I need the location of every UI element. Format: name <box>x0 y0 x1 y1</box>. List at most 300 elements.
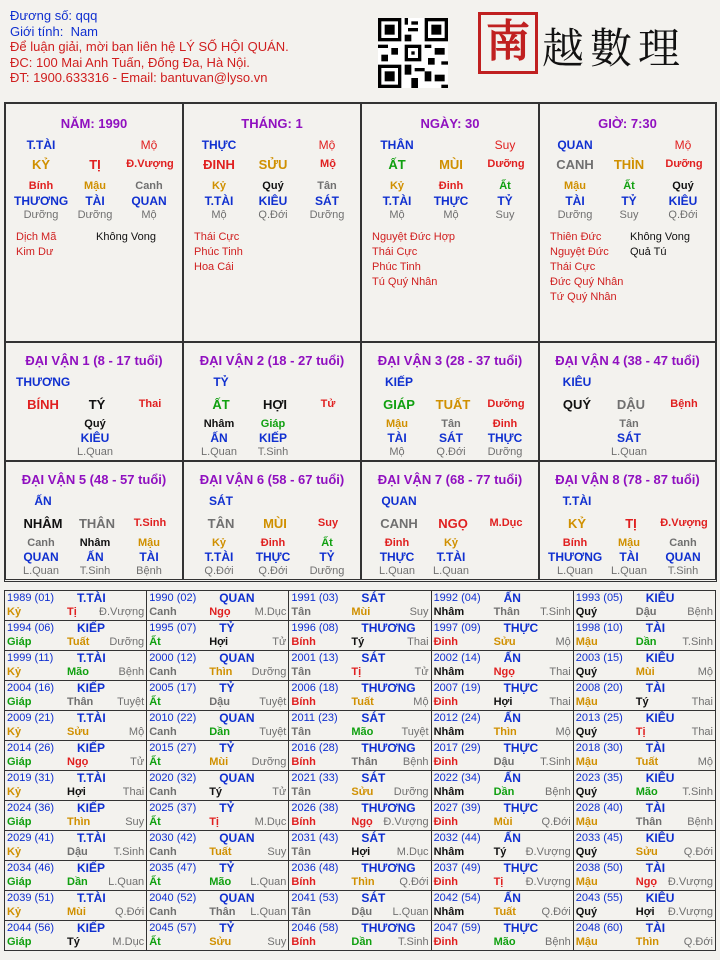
annual-cell <box>147 621 289 651</box>
annual-stem: Ất <box>149 876 161 888</box>
annual-luck-table <box>4 590 716 951</box>
hidden-stem-god: THƯƠNG <box>548 550 603 564</box>
annual-stem: Mậu <box>575 696 598 708</box>
annual-phase: Dưỡng <box>109 636 145 648</box>
annual-cell <box>573 651 715 681</box>
hidden-stem: Mậu <box>84 180 106 192</box>
annual-branch: Tý <box>209 786 223 798</box>
hidden-stem: Giáp <box>260 418 286 430</box>
dai-van-branch: THÂN <box>78 516 116 531</box>
annual-year: 2019 (31) <box>7 772 55 784</box>
annual-cell <box>5 831 147 861</box>
dai-van-stem: ẤT <box>212 397 230 412</box>
annual-cell <box>5 771 147 801</box>
annual-cell-content <box>147 621 288 650</box>
annual-cell-content <box>5 741 146 770</box>
pillar-branch: MÙI <box>439 157 463 172</box>
annual-god: TÀI <box>645 681 666 695</box>
annual-stem: Kỷ <box>7 906 22 918</box>
pillar-title: NGÀY: 30 <box>420 116 480 131</box>
dai-van-8 <box>539 461 716 580</box>
dai-van-god: KIẾP <box>384 375 413 389</box>
dai-van-1 <box>5 342 183 461</box>
annual-cell-content <box>5 651 146 680</box>
annual-stem: Ất <box>149 636 161 648</box>
annual-year: 1990 (02) <box>149 592 197 604</box>
hidden-stem: Mậu <box>138 537 160 549</box>
annual-god: ẤN <box>503 711 521 725</box>
annual-year: 2003 (15) <box>575 652 623 664</box>
dai-van-7 <box>361 461 539 580</box>
annual-phase: Thai <box>407 636 429 648</box>
annual-phase: Bệnh <box>402 756 429 768</box>
annual-cell <box>431 651 573 681</box>
dai-van-stem: TÂN <box>207 516 235 531</box>
hidden-stem-phase: L.Quan <box>76 446 114 458</box>
annual-phase: Q.Đới <box>541 906 571 918</box>
annual-year: 1998 (10) <box>575 622 623 634</box>
annual-cell-content <box>289 591 430 620</box>
star-left: Thái Cực <box>194 231 240 243</box>
annual-row <box>5 861 716 891</box>
hidden-stem-phase: Q.Đới <box>258 209 288 221</box>
hidden-stem-god: TỶ <box>621 194 637 208</box>
annual-phase: Dưỡng <box>251 666 287 678</box>
annual-phase: Thai <box>691 696 713 708</box>
annual-phase: Mộ <box>697 756 713 768</box>
annual-branch: Mùi <box>209 756 229 768</box>
annual-cell <box>5 711 147 741</box>
annual-god: TỶ <box>219 861 235 875</box>
dai-van-title: ĐẠI VẬN 2 (18 - 27 tuổi) <box>199 353 345 368</box>
annual-cell <box>5 621 147 651</box>
annual-year: 2022 (34) <box>433 772 481 784</box>
annual-branch: Hợi <box>67 786 86 798</box>
annual-phase: Tuyệt <box>259 696 287 708</box>
annual-year: 1997 (09) <box>433 622 481 634</box>
annual-stem: Nhâm <box>433 726 465 738</box>
annual-god: TÀI <box>645 861 666 875</box>
hidden-stem-phase: Dưỡng <box>557 209 593 221</box>
dai-van-stem: KỶ <box>567 516 587 531</box>
annual-god: SÁT <box>361 831 386 845</box>
annual-cell <box>289 801 431 831</box>
annual-cell <box>147 891 289 921</box>
annual-cell-content <box>147 831 288 860</box>
hidden-stem: Tân <box>619 418 639 430</box>
annual-cell <box>147 681 289 711</box>
annual-cell-content <box>432 921 573 950</box>
annual-cell <box>5 591 147 621</box>
pillar-branch-phase: Dưỡng <box>487 158 525 170</box>
annual-god: THƯƠNG <box>361 861 416 875</box>
annual-phase: Tử <box>272 786 287 798</box>
dai-van-phase: Đ.Vượng <box>660 517 708 529</box>
annual-stem: Nhâm <box>433 786 465 798</box>
annual-phase: Suy <box>267 936 287 948</box>
annual-stem: Quý <box>575 786 598 798</box>
annual-row <box>5 711 716 741</box>
annual-cell <box>147 591 289 621</box>
annual-cell <box>147 921 289 951</box>
annual-branch: Tuất <box>493 906 516 918</box>
annual-year: 1993 (05) <box>575 592 623 604</box>
annual-god: ẤN <box>503 831 521 845</box>
pillar-stem-phase: Suy <box>494 138 516 152</box>
annual-god: TỶ <box>219 681 235 695</box>
annual-stem: Ất <box>149 756 161 768</box>
annual-phase: Tử <box>130 756 145 768</box>
annual-phase: L.Quan <box>392 906 429 918</box>
annual-cell-content <box>147 771 288 800</box>
annual-phase: T.Sinh <box>540 756 571 768</box>
dai-van-phase: Suy <box>317 517 339 529</box>
annual-phase: Thai <box>122 786 145 798</box>
star-left: Hoa Cái <box>194 261 234 273</box>
annual-year: 2005 (17) <box>149 682 197 694</box>
annual-year: 2041 (53) <box>291 892 339 904</box>
pillar-2 <box>183 103 361 342</box>
dai-van-god: ẤN <box>34 494 52 508</box>
annual-god: QUAN <box>219 771 255 785</box>
annual-stem: Giáp <box>7 756 32 768</box>
annual-cell-content <box>574 741 715 770</box>
annual-row <box>5 591 716 621</box>
annual-branch: Mùi <box>635 666 655 678</box>
annual-phase: Bệnh <box>687 816 713 828</box>
annual-cell-content <box>289 831 430 860</box>
dai-van-stem: BÍNH <box>27 397 59 412</box>
annual-stem: Tân <box>291 786 311 798</box>
hidden-stem-phase: Q.Đới <box>668 209 698 221</box>
annual-branch: Tị <box>493 876 504 888</box>
star-left: Thái Cực <box>550 261 596 273</box>
annual-year: 2042 (54) <box>433 892 481 904</box>
hidden-stem: Ất <box>321 537 333 549</box>
hidden-stem-phase: L.Quan <box>22 565 60 577</box>
star-left: Phúc Tinh <box>194 246 243 258</box>
annual-god: T.TÀI <box>77 771 106 785</box>
annual-branch: Thân <box>209 906 236 918</box>
hidden-stem-phase: Dưỡng <box>487 446 523 458</box>
annual-year: 2028 (40) <box>575 802 623 814</box>
hidden-stem-phase: Mộ <box>389 209 405 221</box>
annual-phase: Dưỡng <box>393 786 429 798</box>
annual-branch: Ngọ <box>351 816 373 828</box>
annual-year: 2024 (36) <box>7 802 55 814</box>
annual-god: THỰC <box>503 861 539 875</box>
annual-branch: Hợi <box>635 906 655 918</box>
hidden-stem-phase: Q.Đới <box>436 446 466 458</box>
dai-van-stem: NHÂM <box>23 516 63 531</box>
annual-cell-content <box>289 921 430 950</box>
annual-branch: Dần <box>67 876 88 888</box>
annual-cell-content <box>432 861 573 890</box>
annual-phase: T.Sinh <box>540 606 571 618</box>
annual-year: 2044 (56) <box>7 922 55 934</box>
annual-god: THỰC <box>503 681 539 695</box>
annual-cell-content <box>289 801 430 830</box>
annual-stem: Quý <box>575 726 598 738</box>
annual-branch: Hợi <box>351 846 371 858</box>
gender <box>10 24 390 40</box>
annual-phase: Đ.Vượng <box>667 906 713 918</box>
hidden-stem-phase: L.Quan <box>610 446 648 458</box>
annual-god: TỶ <box>219 801 235 815</box>
pillar-branch-phase: Dưỡng <box>665 158 703 170</box>
annual-cell <box>431 921 573 951</box>
annual-branch: Mão <box>493 936 516 948</box>
annual-phase: Tuyệt <box>401 726 429 738</box>
annual-cell <box>431 681 573 711</box>
annual-god: THỰC <box>503 621 539 635</box>
dai-van-phase: Thai <box>138 398 162 410</box>
annual-cell <box>5 801 147 831</box>
annual-branch: Thân <box>635 816 663 828</box>
annual-branch: Mão <box>635 786 658 798</box>
annual-cell <box>147 771 289 801</box>
annual-god: KIÊU <box>645 771 675 785</box>
annual-phase: Suy <box>267 846 287 858</box>
hidden-stem-god: SÁT <box>439 431 463 445</box>
annual-stem: Đinh <box>433 756 459 768</box>
hidden-stem-god: THỰC <box>433 194 469 208</box>
annual-row <box>5 621 716 651</box>
dai-van-phase: Tử <box>320 398 336 410</box>
annual-year: 2007 (19) <box>433 682 481 694</box>
annual-cell <box>573 711 715 741</box>
star-left: Tứ Quý Nhân <box>550 291 617 303</box>
annual-cell <box>289 651 431 681</box>
phone-email-line: ĐT: 1900.633316 - Email: bantuvan@lyso.vn <box>10 70 268 85</box>
hidden-stem: Kỷ <box>211 180 227 192</box>
hidden-stem: Quý <box>672 180 694 192</box>
pillar-branch: TỊ <box>89 157 101 172</box>
dai-van-title: ĐẠI VẬN 7 (68 - 77 tuổi) <box>377 472 523 487</box>
hidden-stem-god: THỰC <box>255 550 291 564</box>
annual-phase: Thai <box>549 696 571 708</box>
annual-god: THỰC <box>503 921 539 935</box>
pillar-stem-god: T.TÀI <box>26 138 56 152</box>
annual-cell <box>573 621 715 651</box>
pillar-branch-phase: Mộ <box>320 158 336 170</box>
annual-god: KIẾP <box>77 621 106 635</box>
annual-year: 1999 (11) <box>7 652 54 664</box>
annual-phase: Tử <box>414 666 429 678</box>
hidden-stem-god: KIẾP <box>258 431 287 445</box>
annual-phase: T.Sinh <box>113 846 145 858</box>
annual-cell-content <box>5 591 146 620</box>
hidden-stem: Đinh <box>384 537 410 549</box>
annual-cell <box>147 741 289 771</box>
annual-cell <box>431 711 573 741</box>
annual-stem: Canh <box>149 906 177 918</box>
annual-cell-content <box>432 771 573 800</box>
hidden-stem-god: TÀI <box>85 194 105 208</box>
contact-line: Để luận giải, mời bạn liên hệ LÝ SỐ HỘI QUÁN. <box>10 39 289 54</box>
annual-cell-content <box>147 861 288 890</box>
annual-stem: Canh <box>149 846 177 858</box>
annual-cell-content <box>5 621 146 650</box>
hidden-stem-god: TỶ <box>497 194 513 208</box>
annual-stem: Bính <box>291 876 316 888</box>
gender-label: Giới tính: <box>10 23 64 39</box>
hidden-stem: Mậu <box>386 418 408 430</box>
annual-god: SÁT <box>361 891 386 905</box>
annual-cell <box>289 741 431 771</box>
hidden-stem-phase: Mộ <box>389 446 405 458</box>
hidden-stem: Tân <box>441 418 461 430</box>
annual-cell <box>573 861 715 891</box>
hidden-stem-god: T.TÀI <box>204 550 234 564</box>
hidden-stem-god: SÁT <box>617 431 641 445</box>
hidden-stem-god: SÁT <box>315 194 339 208</box>
annual-cell-content <box>147 921 288 950</box>
annual-stem: Giáp <box>7 636 32 648</box>
annual-cell-content <box>574 801 715 830</box>
annual-phase: Mộ <box>555 726 571 738</box>
annual-year: 2027 (39) <box>433 802 481 814</box>
annual-phase: L.Quan <box>250 906 287 918</box>
pillar-stem-god: THÂN <box>380 138 414 152</box>
annual-phase: Suy <box>125 816 145 828</box>
dai-van-6 <box>183 461 361 580</box>
annual-row <box>5 801 716 831</box>
annual-phase: Q.Đới <box>541 816 571 828</box>
annual-cell <box>431 801 573 831</box>
annual-stem: Mậu <box>575 756 598 768</box>
annual-branch: Dậu <box>67 846 88 858</box>
star-left: Thái Cực <box>372 246 418 258</box>
pillar-stem-phase: Mộ <box>318 138 336 152</box>
annual-year: 2010 (22) <box>149 712 197 724</box>
annual-god: QUAN <box>219 891 255 905</box>
annual-phase: Đ.Vượng <box>99 606 145 618</box>
hidden-stem: Bính <box>28 180 54 192</box>
hidden-stem: Ất <box>623 180 635 192</box>
pillar-branch-phase: Đ.Vượng <box>126 158 174 170</box>
star-right: Không Vong <box>96 231 156 243</box>
annual-stem: Nhâm <box>433 846 465 858</box>
dai-van-stem: QUÝ <box>562 397 592 412</box>
annual-god: KIẾP <box>77 861 106 875</box>
annual-phase: L.Quan <box>250 876 287 888</box>
annual-cell-content <box>289 771 430 800</box>
hidden-stem: Kỷ <box>389 180 405 192</box>
star-left: Đức Quý Nhân <box>550 276 624 288</box>
pillar-branch: THÌN <box>613 157 645 172</box>
annual-year: 2016 (28) <box>291 742 339 754</box>
annual-cell <box>5 651 147 681</box>
brand-logo: 越數理 <box>542 24 687 73</box>
annual-cell-content <box>432 591 573 620</box>
annual-phase: Mộ <box>697 666 713 678</box>
hidden-stem-phase: L.Quan <box>200 446 238 458</box>
hidden-stem: Canh <box>135 180 163 192</box>
annual-cell-content <box>5 711 146 740</box>
annual-year: 2047 (59) <box>433 922 481 934</box>
annual-cell-content <box>432 711 573 740</box>
annual-god: TỶ <box>219 621 235 635</box>
dai-van-branch: TUẤT <box>435 397 471 412</box>
annual-branch: Tý <box>351 636 365 648</box>
annual-god: ẤN <box>503 591 521 605</box>
gender-value: Nam <box>70 23 99 39</box>
annual-phase: Mộ <box>555 636 571 648</box>
pillar-stem-god: QUAN <box>557 138 593 152</box>
annual-cell <box>573 801 715 831</box>
annual-branch: Thân <box>351 756 378 768</box>
annual-cell-content <box>147 591 288 620</box>
annual-year: 2020 (32) <box>149 772 197 784</box>
annual-cell <box>573 921 715 951</box>
annual-cell-content <box>289 651 430 680</box>
hidden-stem-phase: Q.Đới <box>258 565 288 577</box>
annual-god: QUAN <box>219 711 255 725</box>
annual-stem: Kỷ <box>7 846 22 858</box>
annual-cell-content <box>432 831 573 860</box>
annual-god: KIẾP <box>77 801 106 815</box>
hidden-stem-god: T.TÀI <box>204 194 234 208</box>
annual-stem: Giáp <box>7 696 32 708</box>
hidden-stem: Tân <box>317 180 337 192</box>
hidden-stem: Ất <box>499 180 511 192</box>
annual-branch: Tị <box>67 606 77 618</box>
annual-stem: Ất <box>149 816 161 828</box>
annual-stem: Mậu <box>575 816 598 828</box>
dai-van-phase: Bệnh <box>670 398 698 410</box>
annual-branch: Ngọ <box>635 876 658 888</box>
dai-van-god: KIÊU <box>562 375 592 389</box>
annual-stem: Mậu <box>575 936 598 948</box>
hidden-stem: Mậu <box>564 180 586 192</box>
dai-van-title: ĐẠI VẬN 8 (78 - 87 tuổi) <box>555 472 700 487</box>
annual-year: 2033 (45) <box>575 832 623 844</box>
annual-year: 2037 (49) <box>433 862 481 874</box>
annual-phase: Dưỡng <box>251 756 287 768</box>
annual-god: SÁT <box>361 591 386 605</box>
hidden-stem-phase: Mộ <box>443 209 459 221</box>
annual-god: THỰC <box>503 801 539 815</box>
annual-stem: Quý <box>575 846 598 858</box>
annual-cell <box>431 621 573 651</box>
hidden-stem-phase: L.Quan <box>378 565 416 577</box>
annual-cell <box>289 771 431 801</box>
annual-cell-content <box>574 771 715 800</box>
star-left: Kim Dư <box>16 246 54 258</box>
pillar-stem: ẤT <box>388 157 406 172</box>
annual-phase: M.Dục <box>112 936 145 948</box>
pillar-3 <box>361 103 539 342</box>
annual-phase: Bệnh <box>118 666 145 678</box>
dai-van-title: ĐẠI VẬN 6 (58 - 67 tuổi) <box>199 472 345 487</box>
annual-stem: Canh <box>149 726 177 738</box>
annual-branch: Tuất <box>209 846 232 858</box>
annual-year: 2000 (12) <box>149 652 197 664</box>
annual-year: 2021 (33) <box>291 772 339 784</box>
hidden-stem-phase: L.Quan <box>610 565 648 577</box>
annual-cell-content <box>147 681 288 710</box>
annual-cell-content <box>147 891 288 920</box>
annual-cell-content <box>574 651 715 680</box>
annual-god: T.TÀI <box>77 711 106 725</box>
annual-year: 2035 (47) <box>149 862 197 874</box>
annual-year: 1992 (04) <box>433 592 481 604</box>
annual-cell <box>573 741 715 771</box>
star-left: Tú Quý Nhân <box>372 276 438 288</box>
annual-god: ẤN <box>503 771 521 785</box>
annual-branch: Thìn <box>67 816 91 828</box>
